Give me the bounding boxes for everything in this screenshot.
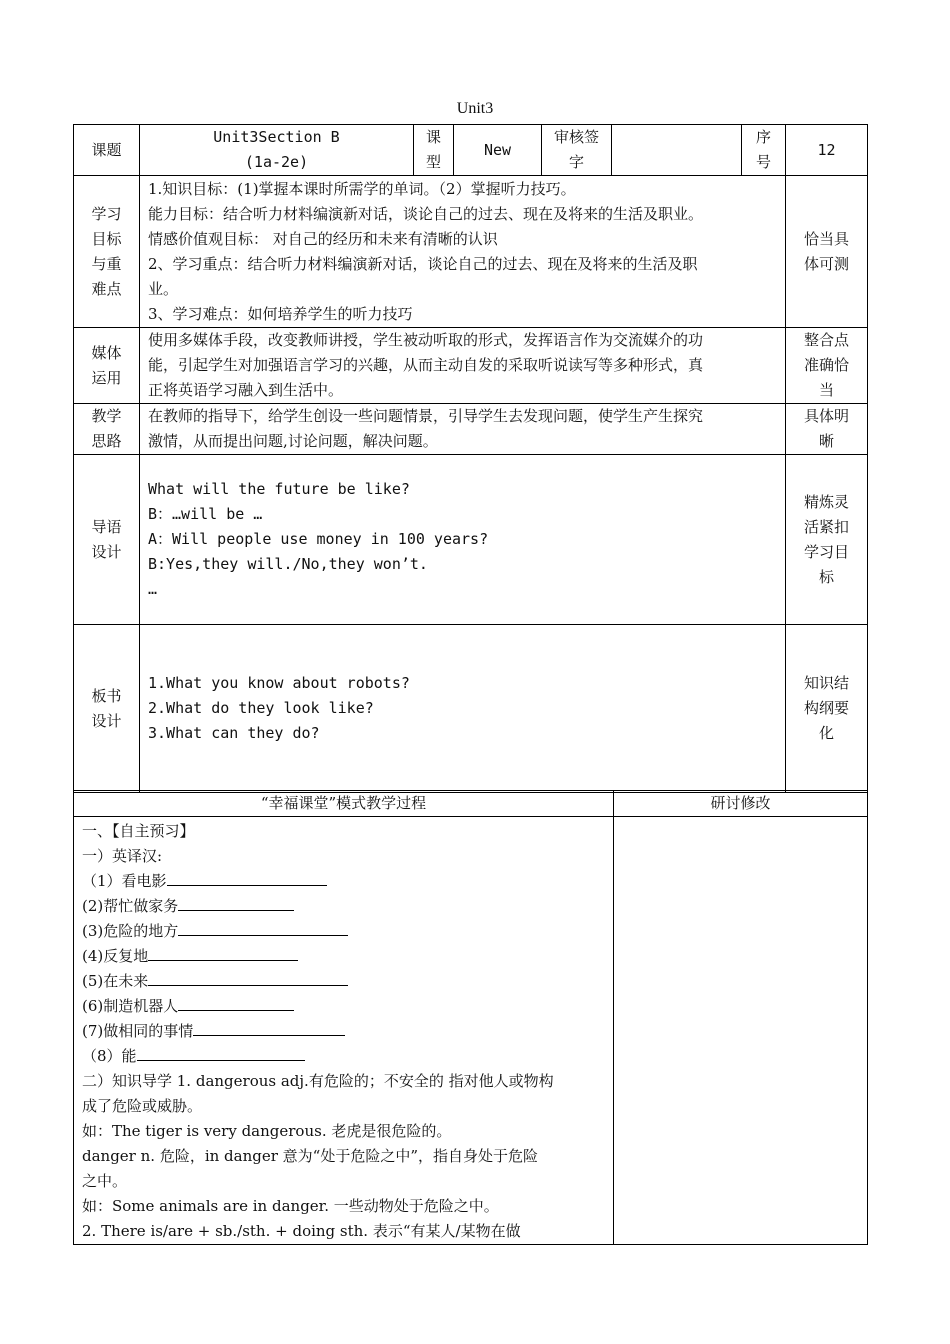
lead-in-note-line: 精炼灵 <box>803 492 849 511</box>
board-note <box>786 625 868 793</box>
media-line: 能，引起学生对加强语言学习的兴趣，从而主动自发的采取听说读写等多种形式，真 <box>148 356 704 374</box>
answer-blank[interactable] <box>178 896 294 911</box>
board-line: 2.What do they look like? <box>148 699 374 717</box>
media-note-line: 当 <box>818 381 834 399</box>
vocab-item <box>82 894 607 919</box>
lead-in-label <box>74 455 140 625</box>
process-header-row <box>74 791 868 817</box>
media-label <box>74 328 140 404</box>
media-line: 正将英语学习融入到生活中。 <box>148 381 344 399</box>
board-note-line: 构纲要 <box>803 699 849 717</box>
vocab-item <box>82 969 607 994</box>
vocab-item <box>82 869 607 894</box>
goals-note <box>786 176 868 328</box>
answer-blank[interactable] <box>178 996 294 1011</box>
board-content <box>140 625 786 793</box>
kexing-value: New <box>454 125 542 176</box>
process-line: 成了危险或威胁。 <box>82 1097 203 1115</box>
goals-line: 情感价值观目标： 对自己的经历和未来有清晰的认识 <box>148 230 498 248</box>
process-line: 一、【自主预习】 <box>82 822 195 840</box>
vocab-text: (6)制造机器人 <box>82 997 179 1015</box>
vocab-item <box>82 919 607 944</box>
vocab-item <box>82 1019 607 1044</box>
lead-in-note-line: 活紧扣 <box>803 517 849 536</box>
board-note-line: 知识结 <box>803 674 849 692</box>
lead-in-row <box>74 455 868 625</box>
process-body-row <box>74 817 868 1245</box>
lead-in-note <box>786 455 868 625</box>
answer-blank[interactable] <box>178 921 348 936</box>
board-label-line: 板书 <box>91 686 122 705</box>
thinking-label-line: 思路 <box>91 432 122 450</box>
process-line: 二）知识导学 1. dangerous adj.有危险的；不安全的 指对他人或物构 <box>82 1072 554 1090</box>
header-row <box>74 125 868 176</box>
vocab-item <box>82 944 607 969</box>
shenhe-label-2: 字 <box>568 153 584 171</box>
goals-label <box>74 176 140 328</box>
lesson-plan-table <box>73 124 868 793</box>
goals-content <box>140 176 786 328</box>
process-line: danger n. 危险，in danger 意为“处于危险之中”，指自身处于危险 <box>82 1147 539 1165</box>
board-label <box>74 625 140 793</box>
vocab-item <box>82 1044 607 1069</box>
lead-in-line: A：Will people use money in 100 years? <box>148 530 489 548</box>
lead-in-note-line: 学习目 <box>803 542 849 561</box>
media-note <box>786 328 868 404</box>
goals-line: 1.知识目标：(1)掌握本课时所需学的单词。（2）掌握听力技巧。 <box>148 180 576 198</box>
media-note-line: 准确恰 <box>803 356 849 374</box>
section-line-2: (1a-2e) <box>244 153 309 171</box>
thinking-label <box>74 404 140 455</box>
goals-line: 2、学习重点：结合听力材料编演新对话，谈论自己的过去、现在及将来的生活及职 <box>148 255 698 273</box>
section-line-1: Unit3Section B <box>213 128 340 146</box>
process-right-header: 研讨修改 <box>614 791 868 817</box>
media-label-line: 媒体 <box>91 343 122 362</box>
goals-note-line: 体可测 <box>803 254 849 273</box>
shenhe-label <box>542 125 612 176</box>
answer-blank[interactable] <box>137 1046 305 1061</box>
goals-line: 能力目标：结合听力材料编演新对话，谈论自己的过去、现在及将来的生活及职业。 <box>148 205 704 223</box>
thinking-note-line: 晰 <box>818 432 834 450</box>
process-content <box>74 817 614 1245</box>
board-line: 1.What you know about robots? <box>148 674 410 692</box>
thinking-line: 激情，从而提出问题,讨论问题，解决问题。 <box>148 432 438 450</box>
lead-in-note-line: 标 <box>818 567 834 586</box>
vocab-text: (2)帮忙做家务 <box>82 897 179 915</box>
thinking-label-line: 教学 <box>91 407 122 425</box>
media-content <box>140 328 786 404</box>
kexing-label-2: 型 <box>425 153 441 171</box>
process-table <box>73 790 868 1245</box>
goals-label-line: 与重 <box>91 254 122 273</box>
xuhao-value: 12 <box>786 125 868 176</box>
board-note-line: 化 <box>818 724 834 742</box>
answer-blank[interactable] <box>148 971 348 986</box>
board-line: 3.What can they do? <box>148 724 320 742</box>
shenhe-label-1: 审核签 <box>553 128 599 146</box>
vocab-text: （8）能 <box>82 1047 137 1065</box>
vocab-text: （1）看电影 <box>82 872 167 890</box>
goals-label-line: 学习 <box>91 204 122 223</box>
vocab-text: (4)反复地 <box>82 947 149 965</box>
kexing-label <box>414 125 454 176</box>
vocab-text: (5)在未来 <box>82 972 149 990</box>
keti-label: 课题 <box>74 125 140 176</box>
lead-in-label-line: 导语 <box>91 517 122 536</box>
thinking-row <box>74 404 868 455</box>
goals-note-line: 恰当具 <box>803 229 849 248</box>
process-line: 2. There is/are + sb./sth. + doing sth. 表示“有某人/某物在做 <box>82 1222 521 1240</box>
xuhao-label-1: 序 <box>755 128 771 146</box>
media-line: 使用多媒体手段，改变教师讲授，学生被动听取的形式，发挥语言作为交流媒介的功 <box>148 331 704 349</box>
goals-line: 3、学习难点：如何培养学生的听力技巧 <box>148 305 413 323</box>
revision-notes-cell[interactable] <box>614 817 868 1245</box>
shenhe-value <box>612 125 742 176</box>
lead-in-content <box>140 455 786 625</box>
xuhao-label-2: 号 <box>755 153 771 171</box>
thinking-line: 在教师的指导下，给学生创设一些问题情景，引导学生去发现问题，使学生产生探究 <box>148 407 704 425</box>
thinking-content <box>140 404 786 455</box>
vocab-text: (3)危险的地方 <box>82 922 179 940</box>
goals-label-line: 目标 <box>91 229 122 248</box>
goals-label-line: 难点 <box>91 279 122 298</box>
board-row <box>74 625 868 793</box>
media-note-line: 整合点 <box>803 331 849 349</box>
kexing-label-1: 课 <box>425 128 441 146</box>
thinking-note-line: 具体明 <box>803 407 849 425</box>
page-title: Unit3 <box>456 100 494 117</box>
section-cell <box>140 125 414 176</box>
media-row <box>74 328 868 404</box>
process-line: 之中。 <box>82 1172 128 1190</box>
goals-row <box>74 176 868 328</box>
process-line: 如：The tiger is very dangerous. 老虎是很危险的。 <box>82 1122 452 1140</box>
thinking-note <box>786 404 868 455</box>
goals-line: 业。 <box>148 280 179 298</box>
lead-in-label-line: 设计 <box>91 542 122 561</box>
lead-in-line: What will the future be like? <box>148 480 410 498</box>
process-line: 一）英译汉: <box>82 847 163 865</box>
process-line: 如：Some animals are in danger. 一些动物处于危险之中。 <box>82 1197 499 1215</box>
board-label-line: 设计 <box>91 711 122 730</box>
process-left-header: “幸福课堂”模式教学过程 <box>74 791 614 817</box>
answer-blank[interactable] <box>193 1021 345 1036</box>
vocab-text: (7)做相同的事情 <box>82 1022 194 1040</box>
answer-blank[interactable] <box>167 871 327 886</box>
media-label-line: 运用 <box>91 368 122 387</box>
vocab-item <box>82 994 607 1019</box>
answer-blank[interactable] <box>148 946 298 961</box>
lead-in-line: B:Yes,they will./No,they won’t. <box>148 555 428 573</box>
lead-in-line: … <box>148 580 158 598</box>
lead-in-line: B：…will be … <box>148 505 263 523</box>
xuhao-label <box>742 125 786 176</box>
